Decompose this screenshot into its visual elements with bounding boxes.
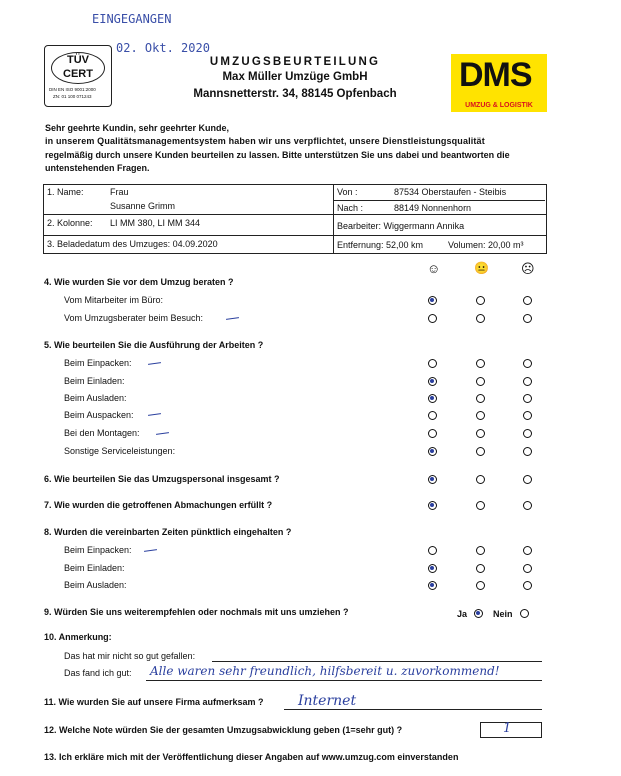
radio-5d-bad[interactable]	[523, 411, 532, 420]
radio-5f-bad[interactable]	[523, 447, 532, 456]
intro-line-4: untenstehenden Fragen.	[45, 163, 150, 173]
question-13: 13. Ich erkläre mich mit der Veröffentlichung dieser Angaben auf www.umzug.com einverstanden	[44, 752, 459, 762]
radio-7-bad[interactable]	[523, 501, 532, 510]
question-12: 12. Welche Note würden Sie der gesamten Umzugsabwicklung geben (1=sehr gut) ?	[44, 725, 403, 735]
name-value: Susanne Grimm	[110, 201, 176, 211]
question-8: 8. Wurden die vereinbarten Zeiten pünktlich eingehalten ?	[44, 527, 292, 537]
table-divider	[333, 184, 334, 253]
handwritten-dash	[148, 413, 161, 416]
von-label: Von :	[337, 187, 358, 197]
radio-5c-good[interactable]	[428, 394, 437, 403]
question-10b: Das fand ich gut:	[64, 668, 132, 678]
answer-line	[212, 661, 542, 662]
radio-5a-neutral[interactable]	[476, 359, 485, 368]
radio-9-ja[interactable]	[474, 609, 483, 618]
radio-4b-good[interactable]	[428, 314, 437, 323]
cert-text: CERT	[63, 68, 93, 80]
intro-line-3: regelmäßig durch unsere Kunden beurteilen zu lassen. Bitte unterstützen Sie uns dabei und beantworten die	[45, 150, 510, 160]
radio-7-good[interactable]	[428, 501, 437, 510]
kolonne-value: LI MM 380, LI MM 344	[110, 218, 201, 228]
tuv-emblem	[51, 52, 105, 84]
radio-5a-bad[interactable]	[523, 359, 532, 368]
radio-5d-good[interactable]	[428, 411, 437, 420]
question-4a: Vom Mitarbeiter im Büro:	[64, 295, 164, 305]
ja-label: Ja	[457, 609, 468, 619]
radio-8c-good[interactable]	[428, 581, 437, 590]
answer-line	[284, 709, 542, 710]
intro-line-1: Sehr geehrte Kundin, sehr geehrter Kunde,	[45, 123, 230, 133]
question-7: 7. Wie wurden die getroffenen Abmachungen erfüllt ?	[44, 500, 273, 510]
table-rule	[43, 235, 546, 236]
neutral-face-icon: 😐	[474, 261, 489, 275]
handwritten-grade: 1	[503, 721, 512, 736]
question-5c: Beim Ausladen:	[64, 393, 127, 403]
question-10: 10. Anmerkung:	[44, 632, 112, 642]
radio-4b-neutral[interactable]	[476, 314, 485, 323]
table-rule	[43, 214, 546, 215]
question-4b: Vom Umzugsberater beim Besuch:	[64, 313, 204, 323]
radio-5d-neutral[interactable]	[476, 411, 485, 420]
radio-4a-bad[interactable]	[523, 296, 532, 305]
tuv-norm: DIN EN ISO 9001:2000	[49, 87, 96, 92]
radio-5e-good[interactable]	[428, 429, 437, 438]
volumen: Volumen: 20,00 m³	[448, 240, 524, 250]
answer-line	[146, 680, 542, 681]
question-4: 4. Wie wurden Sie vor dem Umzug beraten ?	[44, 277, 234, 287]
sad-face-icon: ☹	[521, 261, 535, 276]
name-salutation: Frau	[110, 187, 129, 197]
nach-value: 88149 Nonnenhorn	[394, 203, 472, 213]
question-5e: Bei den Montagen:	[64, 428, 140, 438]
tuv-cert-logo	[44, 45, 112, 107]
radio-8b-good[interactable]	[428, 564, 437, 573]
radio-5b-bad[interactable]	[523, 377, 532, 386]
question-5d: Beim Auspacken:	[64, 410, 134, 420]
radio-6-bad[interactable]	[523, 475, 532, 484]
nach-label: Nach :	[337, 203, 364, 213]
kolonne-label: 2. Kolonne:	[47, 218, 93, 228]
radio-6-neutral[interactable]	[476, 475, 485, 484]
radio-7-neutral[interactable]	[476, 501, 485, 510]
intro-line-2: in unserem Qualitätsmanagementsystem haben wir uns verpflichtet, unsere Dienstleistungsqualität	[45, 136, 485, 146]
dms-logo-subtitle: UMZUG & LOGISTIK	[465, 102, 533, 109]
radio-8c-bad[interactable]	[523, 581, 532, 590]
handwritten-dash	[148, 362, 161, 365]
happy-face-icon: ☺	[427, 261, 441, 276]
radio-8a-bad[interactable]	[523, 546, 532, 555]
radio-5a-good[interactable]	[428, 359, 437, 368]
radio-5c-bad[interactable]	[523, 394, 532, 403]
tuv-text: TÜV	[67, 54, 89, 66]
table-rule	[333, 200, 545, 201]
radio-8a-good[interactable]	[428, 546, 437, 555]
radio-9-nein[interactable]	[520, 609, 529, 618]
handwritten-answer-good: Alle waren sehr freundlich, hilfsbereit u. zuvorkommend!	[150, 664, 500, 678]
question-5b: Beim Einladen:	[64, 376, 125, 386]
radio-8b-bad[interactable]	[523, 564, 532, 573]
radio-4a-neutral[interactable]	[476, 296, 485, 305]
radio-4a-good[interactable]	[428, 296, 437, 305]
radio-5f-neutral[interactable]	[476, 447, 485, 456]
name-label: 1. Name:	[47, 187, 84, 197]
radio-8a-neutral[interactable]	[476, 546, 485, 555]
company-address: Mannsnetterstr. 34, 88145 Opfenbach	[193, 88, 397, 100]
dms-logo	[451, 54, 547, 112]
von-value: 87534 Oberstaufen - Steibis	[394, 187, 507, 197]
question-5: 5. Wie beurteilen Sie die Ausführung der Arbeiten ?	[44, 340, 264, 350]
dms-logo-text: DMS	[459, 56, 532, 94]
radio-6-good[interactable]	[428, 475, 437, 484]
bearbeiter: Bearbeiter: Wiggermann Annika	[337, 221, 465, 231]
entfernung: Entfernung: 52,00 km	[337, 240, 424, 250]
received-date: 02. Okt. 2020	[116, 41, 210, 55]
nein-label: Nein	[493, 609, 513, 619]
radio-5e-neutral[interactable]	[476, 429, 485, 438]
radio-5b-good[interactable]	[428, 377, 437, 386]
company-name: Max Müller Umzüge GmbH	[222, 71, 368, 83]
question-8b: Beim Einladen:	[64, 563, 125, 573]
question-11: 11. Wie wurden Sie auf unsere Firma aufmerksam ?	[44, 697, 264, 707]
question-8a: Beim Einpacken:	[64, 545, 132, 555]
handwritten-dash	[156, 432, 169, 435]
radio-5c-neutral[interactable]	[476, 394, 485, 403]
question-5a: Beim Einpacken:	[64, 358, 132, 368]
radio-5e-bad[interactable]	[523, 429, 532, 438]
radio-5f-good[interactable]	[428, 447, 437, 456]
radio-4b-bad[interactable]	[523, 314, 532, 323]
handwritten-dash	[144, 549, 157, 552]
question-6: 6. Wie beurteilen Sie das Umzugspersonal insgesamt ?	[44, 474, 280, 484]
radio-5b-neutral[interactable]	[476, 377, 485, 386]
question-8c: Beim Ausladen:	[64, 580, 127, 590]
question-5f: Sonstige Serviceleistungen:	[64, 446, 176, 456]
radio-8c-neutral[interactable]	[476, 581, 485, 590]
question-10a: Das hat mir nicht so gut gefallen:	[64, 651, 196, 661]
beladedatum: 3. Beladedatum des Umzuges: 04.09.2020	[47, 239, 218, 249]
tuv-number: ZN: 01 100 071243	[53, 94, 92, 99]
form-title: UMZUGSBEURTEILUNG	[209, 56, 381, 68]
handwritten-dash	[226, 317, 239, 320]
received-stamp: EINGEGANGEN	[92, 12, 172, 26]
radio-8b-neutral[interactable]	[476, 564, 485, 573]
question-9: 9. Würden Sie uns weiterempfehlen oder nochmals mit uns umziehen ?	[44, 607, 349, 617]
handwritten-answer-source: Internet	[298, 693, 357, 709]
